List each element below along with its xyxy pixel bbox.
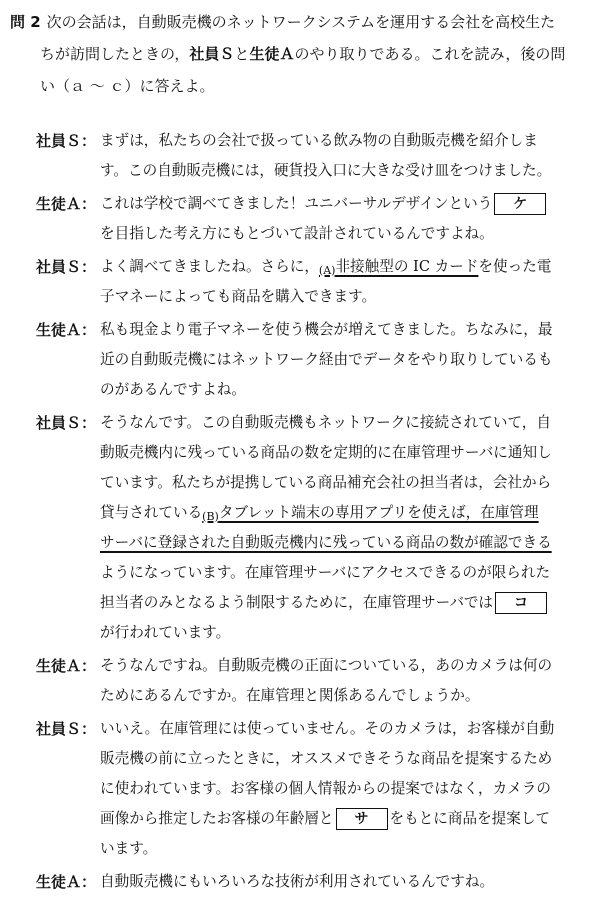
blank-ke: ケ: [494, 193, 546, 215]
dialogue-turn: 社員Ｓ： よく調べてきましたね。さらに，$_{(A)}$非接触型の IC カードを使った電 子マネーによっても商品を購入できます。: [36, 252, 596, 312]
speaker-label: 生徒Ａ：: [36, 321, 97, 339]
speaker-label: 生徒Ａ：: [36, 873, 97, 891]
question-line-2: ちが訪問したときの，社員Ｓと生徒Ａのやり取りである。これを読み，後の問: [40, 45, 566, 63]
underline-b-cont: サーバに登録された自動販売機内に残っている商品の数が確認できる: [100, 534, 552, 551]
speaker-ref-s: 社員Ｓ: [189, 45, 235, 63]
dialogue-turn: 生徒Ａ： これは学校で調べてきました！ユニバーサルデザインという ケ を目指した考え方にもとづいて設計されているんですよね。: [36, 189, 596, 249]
question-line-1: 問 2 次の会話は，自動販売機のネットワークシステムを運用する会社を高校生た: [10, 13, 556, 31]
marker-b: (B): [202, 510, 219, 523]
dialogue-turn: 社員Ｓ： そうなんです。この自動販売機もネットワークに接続されていて，自 動販売機内に残っている商品の数を定期的に在庫管理サーバに通知し ています。私たちが提携している商品補充会社の担当者は，会社から 貸与されている$_{(B)}$タブレット端末の専用アプリを使えば，在庫管理 サーバに登録された自動販売機内に残っている商品の数が確認できる ようになっています。在庫管理サーバにアクセスできるのが限られた 担当者のみとなるよう制限するために，在庫管理サーバでは コ が行われています。: [36, 408, 596, 648]
speaker-label: 社員Ｓ：: [36, 132, 97, 150]
dialogue-turn: 生徒Ａ： そうなんですね。自動販売機の正面についている，あのカメラは何の ためにあるんですか。在庫管理と関係あるんでしょうか。: [36, 651, 596, 711]
speaker-label: 生徒Ａ：: [36, 195, 97, 213]
blank-sa: サ: [336, 808, 388, 830]
dialogue-turn: 生徒Ａ： 私も現金より電子マネーを使う機会が増えてきました。ちなみに，最 近の自動販売機にはネットワーク経由でデータをやり取りしているも のがあるんですよね。: [36, 315, 596, 405]
speaker-label: 社員Ｓ：: [36, 414, 97, 432]
dialogue-turn: 生徒Ａ： 自動販売機にもいろいろな技術が利用されているんですね。: [36, 867, 596, 897]
dialogue-turn: 社員Ｓ： いいえ。在庫管理には使っていません。そのカメラは，お客様が自動 販売機の前に立ったときに，オススメできそうな商品を提案するため に使われています。お客様の個人情報からの提案ではなく，カメラの 画像から推定したお客様の年齢層と サ をもとに商品を提案して います。: [36, 714, 596, 864]
marker-a: (A): [318, 264, 336, 277]
dialogue: [36, 126, 596, 900]
speaker-ref-a: 生徒Ａ: [249, 45, 295, 63]
speaker-label: 生徒Ａ：: [36, 657, 97, 675]
question-line-3: い（ａ ～ ｃ）に答えよ。: [40, 77, 215, 95]
question-prompt: [10, 6, 595, 102]
dialogue-turn: 社員Ｓ： まずは，私たちの会社で扱っている飲み物の自動販売機を紹介しま す。この自動販売機には，硬貨投入口に大きな受け皿をつけました。: [36, 126, 596, 186]
question-number: 問 2: [10, 13, 41, 31]
speaker-label: 社員Ｓ：: [36, 720, 97, 738]
underline-b: $_{(B)}$タブレット端末の専用アプリを使えば，在庫管理: [202, 504, 539, 523]
underline-a: $_{(A)}$非接触型の IC カード: [318, 258, 479, 277]
speaker-label: 社員Ｓ：: [36, 258, 97, 276]
blank-ko: コ: [495, 592, 547, 614]
